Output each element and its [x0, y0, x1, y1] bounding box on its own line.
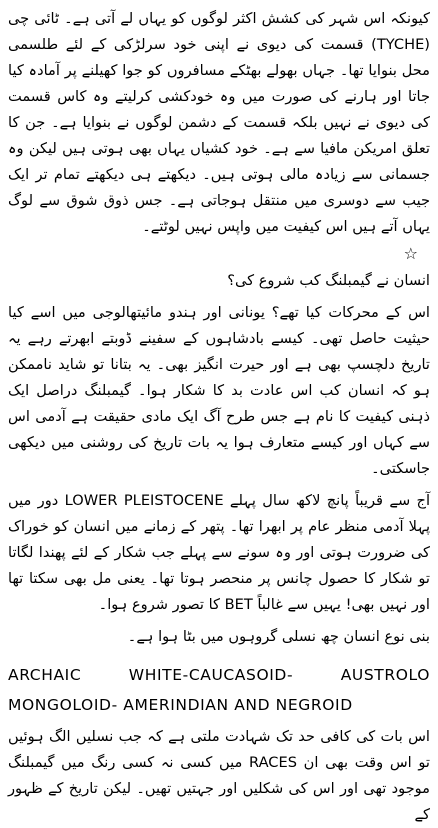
section-question: انسان نے گیمبلنگ کب شروع کی؟	[227, 272, 430, 289]
race-list: ARCHAIC WHITE-CAUCASOID- AUSTROLO MONGOLOID- AMERINDIAN AND NEGROID	[8, 666, 430, 714]
star-icon: ☆	[403, 244, 418, 263]
paragraph-pleistocene: آج سے قریباً پانچ لاکھ سال پہلے LOWER PLEISTOCENE دور میں پہلا آدمی منظر عام پر ابھرا تھا۔ پتھر کے زمانے میں انسان کو خوراک کی ضرورت ہوتی اور وہ سونے سے پہلے جب شکار کے لئے پھندا لگاتا تو شکار کا حصول چانس پر منحصر ہوتا تھا۔ یعنی مل بھی سکتا تھا اور نہیں بھی! یہیں سے غالباً BET کا تصور شروع ہوا۔	[8, 492, 431, 613]
section-divider	[8, 240, 430, 268]
paragraph-tyche: کیونکہ اس شہر کی کشش اکثر لوگوں کو یہاں لے آتی ہے۔ ٹائی چی (TYCHE) قسمت کی دیوی نے اپنی خود سرلڑکی کے لئے طلسمی محل بنوایا تھا۔ جہاں بھولے بھٹکے مسافروں کو جوا کھیلنے پر آمادہ کیا جاتا اور ہارنے کی صورت میں وہ خودکشی کرلیتے وہ کاس قسمت کی دیوی نے نہیں بلکہ قسمت کے دشمن لوگوں نے بنوایا ہے۔ جن کا تعلق امریکن مافیا سے ہے۔ خود کشیاں یہاں بھی ہوتی ہیں لیکن وہ جسمانی سے زیادہ مالی ہوتی ہیں۔ دیکھتے ہی دیکھتے تمام تر ایک جیب سے دوسری میں منتقل ہوجاتی ہے۔ جس ذوق شوق سے لوگ یہاں آتے ہیں اس کیفیت میں واپس نہیں لوٹتے۔	[8, 10, 430, 235]
paragraph-motives: اس کے محرکات کیا تھے؟ یونانی اور ہندو مائیتھالوجی میں اسے کیا حیثیت حاصل تھی۔ کیسے بادشاہوں کے سفینے ڈوبتے ابھرتے رہے یہ تاریخ دلچسپ بھی ہے اور حیرت انگیز بھی۔ یہ بتانا تو شاید ناممکن ہو کہ انسان کب اس عادت بد کا شکار ہوا۔ گیمبلنگ دراصل ایک ذہنی کیفیت کا نام ہے جس طرح آگ ایک مادی حقیقت ہے آدمی اس سے کہاں اور کیسے متعارف ہوا یہ بات تاریخ کی روشنی میں دیکھی جاسکتی۔	[8, 304, 430, 477]
paragraph-race-groups: بنی نوع انسان چھ نسلی گروہوں میں بٹا ہوا ہے۔	[127, 628, 430, 645]
paragraph-races-gambling: اس بات کی کافی حد تک شہادت ملتی ہے کہ جب نسلیں الگ ہوئیں تو اس وقت بھی ان RACES میں کسی نہ کسی رنگ میں گیمبلنگ موجود تھی اور اس کی شکلیں اور جہتیں تھیں۔ لیکن تاریخ کے ظہور کے	[8, 728, 430, 823]
